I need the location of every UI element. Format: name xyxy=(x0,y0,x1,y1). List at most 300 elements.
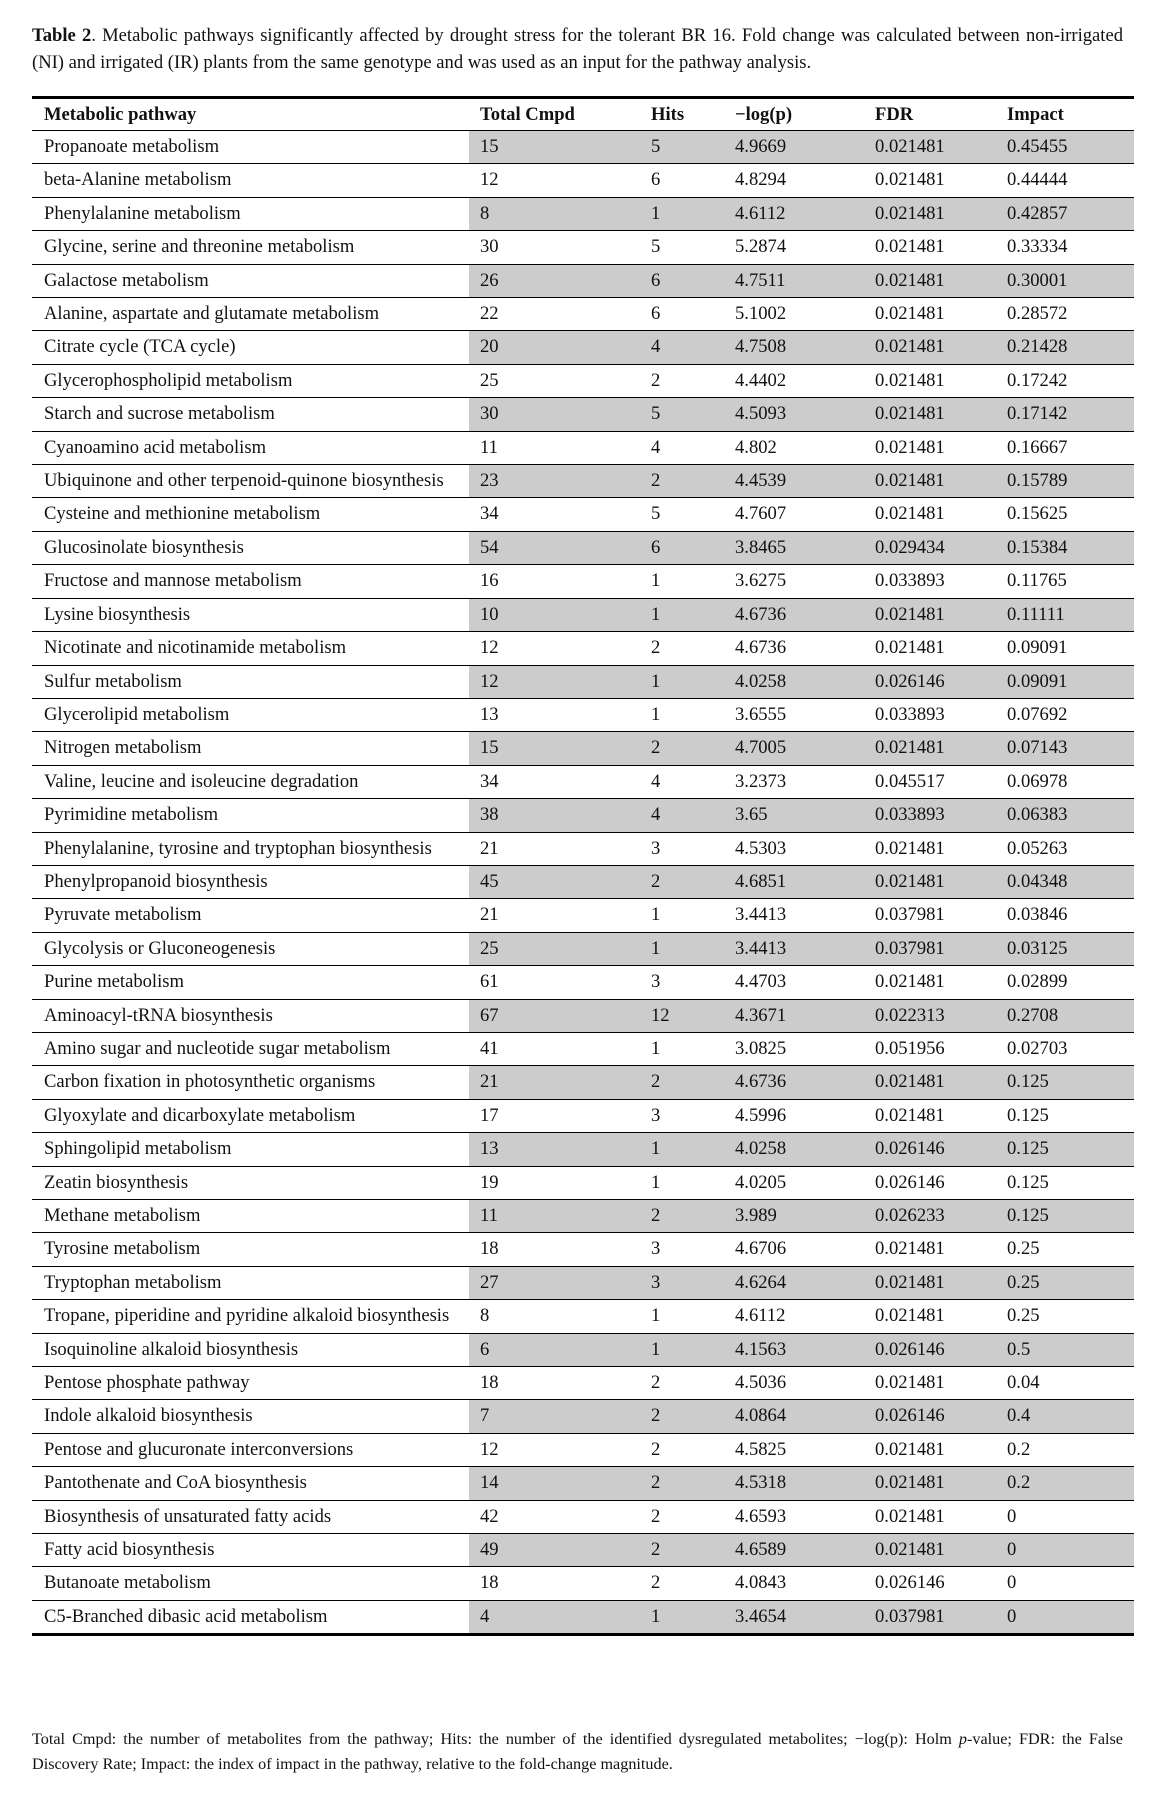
cell-fdr: 0.021481 xyxy=(875,465,1007,498)
cell-fdr: 0.033893 xyxy=(875,703,945,725)
table-row xyxy=(32,999,1134,1032)
cell-pathway: Glycerolipid metabolism xyxy=(44,703,230,725)
cell-neg-log-p: 4.7005 xyxy=(735,732,875,765)
cell-neg-log-p: 4.6736 xyxy=(735,637,787,659)
cell-total-cmpd: 34 xyxy=(480,770,499,792)
cell-total-cmpd: 21 xyxy=(480,837,499,859)
cell-pathway: Nitrogen metabolism xyxy=(44,737,202,759)
cell-hits: 1 xyxy=(651,932,735,965)
cell-fdr: 0.021481 xyxy=(875,264,1007,297)
cell-neg-log-p: 3.4654 xyxy=(735,1600,875,1634)
cell-impact: 0.15625 xyxy=(1007,503,1068,525)
cell-hits: 5 xyxy=(651,398,735,431)
cell-hits: 3 xyxy=(651,837,661,859)
cell-neg-log-p: 4.802 xyxy=(735,436,777,458)
cell-total-cmpd: 30 xyxy=(480,236,499,258)
cell-neg-log-p: 4.3671 xyxy=(735,999,875,1032)
cell-fdr: 0.021481 xyxy=(875,1266,1007,1299)
cell-pathway: Fatty acid biosynthesis xyxy=(44,1539,215,1561)
cell-hits: 5 xyxy=(651,503,661,525)
cell-hits: 2 xyxy=(651,1572,661,1594)
cell-neg-log-p: 4.6593 xyxy=(735,1505,787,1527)
cell-pathway: Pantothenate and CoA biosynthesis xyxy=(44,1472,307,1494)
table-row xyxy=(32,1433,1134,1466)
table-row xyxy=(32,264,1134,297)
cell-pathway: Glycolysis or Gluconeogenesis xyxy=(44,937,276,959)
cell-fdr: 0.021481 xyxy=(875,331,1007,364)
table-row xyxy=(32,431,1134,464)
cell-fdr: 0.033893 xyxy=(875,570,945,592)
cell-neg-log-p: 4.5825 xyxy=(735,1438,787,1460)
cell-fdr: 0.021481 xyxy=(875,837,945,859)
table-row xyxy=(32,1200,1134,1233)
cell-hits: 6 xyxy=(651,264,735,297)
cell-hits: 3 xyxy=(651,971,661,993)
cell-hits: 2 xyxy=(651,1066,735,1099)
cell-impact: 0.09091 xyxy=(1007,637,1068,659)
table-row xyxy=(32,1300,1134,1333)
cell-total-cmpd: 11 xyxy=(469,1200,651,1233)
cell-pathway: Pyrimidine metabolism xyxy=(44,804,219,826)
cell-pathway: C5-Branched dibasic acid metabolism xyxy=(44,1605,328,1627)
table-row xyxy=(32,832,1134,865)
cell-hits: 1 xyxy=(651,1305,661,1327)
table-row xyxy=(32,899,1134,932)
cell-hits: 2 xyxy=(651,1467,735,1500)
table-row xyxy=(32,1467,1134,1500)
table-row xyxy=(32,1099,1134,1132)
cell-hits: 1 xyxy=(651,1600,735,1634)
cell-impact: 0.33334 xyxy=(1007,236,1068,258)
table-row xyxy=(32,1333,1134,1366)
cell-pathway: Starch and sucrose metabolism xyxy=(44,403,275,425)
cell-total-cmpd: 34 xyxy=(480,503,499,525)
cell-hits: 2 xyxy=(651,1372,661,1394)
cell-fdr: 0.021481 xyxy=(875,732,1007,765)
cell-neg-log-p: 3.2373 xyxy=(735,770,787,792)
table-row xyxy=(32,598,1134,631)
cell-pathway: Lysine biosynthesis xyxy=(44,603,191,625)
cell-total-cmpd: 22 xyxy=(480,303,499,325)
table-row xyxy=(32,1133,1134,1166)
cell-neg-log-p: 4.6736 xyxy=(735,598,875,631)
cell-fdr: 0.026146 xyxy=(875,1400,1007,1433)
cell-fdr: 0.021481 xyxy=(875,865,1007,898)
cell-impact: 0.02703 xyxy=(1007,1037,1068,1059)
table-row xyxy=(32,1032,1134,1065)
cell-impact: 0.11111 xyxy=(1007,598,1134,631)
table-row xyxy=(32,131,1134,164)
cell-neg-log-p: 4.5303 xyxy=(735,837,787,859)
header-impact: Impact xyxy=(1007,103,1064,125)
cell-impact: 0.06383 xyxy=(1007,799,1134,832)
cell-total-cmpd: 4 xyxy=(469,1600,651,1634)
cell-fdr: 0.037981 xyxy=(875,904,945,926)
cell-impact: 0.07143 xyxy=(1007,732,1134,765)
cell-hits: 5 xyxy=(651,236,661,258)
cell-neg-log-p: 4.0258 xyxy=(735,1133,875,1166)
cell-neg-log-p: 3.65 xyxy=(735,799,875,832)
cell-hits: 5 xyxy=(651,131,735,164)
cell-hits: 6 xyxy=(651,169,661,191)
cell-pathway: Amino sugar and nucleotide sugar metabolism xyxy=(44,1037,391,1059)
cell-impact: 0.15789 xyxy=(1007,465,1134,498)
cell-pathway: Tyrosine metabolism xyxy=(44,1238,201,1260)
cell-fdr: 0.022313 xyxy=(875,999,1007,1032)
cell-impact: 0.125 xyxy=(1007,1200,1134,1233)
cell-fdr: 0.026146 xyxy=(875,1333,1007,1366)
table-row xyxy=(32,465,1134,498)
cell-impact: 0.25 xyxy=(1007,1238,1040,1260)
cell-hits: 3 xyxy=(651,1104,661,1126)
cell-total-cmpd: 13 xyxy=(480,703,499,725)
table-row xyxy=(32,1534,1134,1567)
cell-total-cmpd: 13 xyxy=(469,1133,651,1166)
cell-hits: 1 xyxy=(651,1333,735,1366)
cell-fdr: 0.021481 xyxy=(875,369,945,391)
cell-neg-log-p: 4.4402 xyxy=(735,369,787,391)
cell-total-cmpd: 21 xyxy=(469,1066,651,1099)
table-row xyxy=(32,632,1134,665)
cell-hits: 4 xyxy=(651,331,735,364)
cell-total-cmpd: 27 xyxy=(469,1266,651,1299)
cell-pathway: Sphingolipid metabolism xyxy=(44,1138,232,1160)
cell-hits: 1 xyxy=(651,570,661,592)
cell-hits: 2 xyxy=(651,732,735,765)
cell-total-cmpd: 6 xyxy=(469,1333,651,1366)
cell-pathway: Pentose phosphate pathway xyxy=(44,1372,250,1394)
cell-total-cmpd: 25 xyxy=(480,369,499,391)
cell-total-cmpd: 8 xyxy=(480,1305,490,1327)
metabolic-pathways-table xyxy=(32,96,1134,1636)
cell-fdr: 0.021481 xyxy=(875,1505,945,1527)
cell-neg-log-p: 3.4413 xyxy=(735,904,787,926)
cell-hits: 1 xyxy=(651,1171,661,1193)
footnote-text: Total Cmpd: the number of metabolites from the pathway; Hits: the number of the identified dysregulated metabolites; −log(p): Holm xyxy=(32,1730,959,1748)
table-row xyxy=(32,1400,1134,1433)
cell-neg-log-p: 4.5093 xyxy=(735,398,875,431)
cell-impact: 0.125 xyxy=(1007,1171,1049,1193)
cell-fdr: 0.021481 xyxy=(875,303,945,325)
table-footnote xyxy=(32,1727,1123,1777)
table-row xyxy=(32,1567,1134,1600)
cell-pathway: Fructose and mannose metabolism xyxy=(44,570,302,592)
cell-fdr: 0.021481 xyxy=(875,436,945,458)
cell-fdr: 0.021481 xyxy=(875,1438,945,1460)
cell-fdr: 0.021481 xyxy=(875,236,945,258)
cell-hits: 1 xyxy=(651,1133,735,1166)
table-row xyxy=(32,565,1134,598)
cell-neg-log-p: 3.989 xyxy=(735,1200,875,1233)
table-header-row xyxy=(32,98,1134,131)
cell-neg-log-p: 4.0843 xyxy=(735,1572,787,1594)
cell-impact: 0 xyxy=(1007,1572,1017,1594)
cell-fdr: 0.021481 xyxy=(875,503,945,525)
cell-hits: 1 xyxy=(651,904,661,926)
table-row xyxy=(32,1600,1134,1634)
cell-fdr: 0.021481 xyxy=(875,1467,1007,1500)
cell-neg-log-p: 3.6555 xyxy=(735,703,787,725)
cell-pathway: Aminoacyl-tRNA biosynthesis xyxy=(44,1004,273,1026)
table-row xyxy=(32,364,1134,397)
table-row xyxy=(32,1266,1134,1299)
cell-fdr: 0.051956 xyxy=(875,1037,945,1059)
cell-fdr: 0.021481 xyxy=(875,1534,1007,1567)
cell-total-cmpd: 25 xyxy=(469,932,651,965)
table-row xyxy=(32,498,1134,531)
cell-pathway: Glycine, serine and threonine metabolism xyxy=(44,236,355,258)
table-row xyxy=(32,698,1134,731)
cell-pathway: Nicotinate and nicotinamide metabolism xyxy=(44,637,347,659)
cell-pathway: Butanoate metabolism xyxy=(44,1572,211,1594)
cell-impact: 0.2 xyxy=(1007,1467,1134,1500)
cell-hits: 4 xyxy=(651,436,661,458)
cell-neg-log-p: 3.0825 xyxy=(735,1037,787,1059)
cell-fdr: 0.021481 xyxy=(875,1372,945,1394)
header-metabolic-pathway: Metabolic pathway xyxy=(44,103,197,125)
cell-fdr: 0.021481 xyxy=(875,398,1007,431)
table-row xyxy=(32,531,1134,564)
cell-hits: 1 xyxy=(651,197,735,230)
cell-hits: 4 xyxy=(651,770,661,792)
cell-fdr: 0.037981 xyxy=(875,1600,1007,1634)
cell-impact: 0 xyxy=(1007,1505,1017,1527)
cell-pathway: Tryptophan metabolism xyxy=(44,1271,222,1293)
cell-hits: 6 xyxy=(651,303,661,325)
cell-neg-log-p: 4.6851 xyxy=(735,865,875,898)
cell-pathway: Zeatin biosynthesis xyxy=(44,1171,189,1193)
cell-neg-log-p: 4.6706 xyxy=(735,1238,787,1260)
cell-total-cmpd: 12 xyxy=(469,665,651,698)
cell-pathway: Biosynthesis of unsaturated fatty acids xyxy=(44,1505,332,1527)
cell-total-cmpd: 11 xyxy=(480,436,498,458)
cell-total-cmpd: 21 xyxy=(480,904,499,926)
cell-neg-log-p: 4.6736 xyxy=(735,1066,875,1099)
cell-impact: 0.07692 xyxy=(1007,703,1068,725)
table-label: Table 2 xyxy=(32,25,92,46)
cell-impact: 0.17142 xyxy=(1007,398,1134,431)
cell-total-cmpd: 41 xyxy=(480,1037,499,1059)
cell-impact: 0.15384 xyxy=(1007,531,1134,564)
cell-neg-log-p: 4.7508 xyxy=(735,331,875,364)
caption-text: . Metabolic pathways significantly affected by drought stress for the tolerant BR 16. Fold change was calculated between non-irrigated (NI) and irrigated (IR) plants from the same genotype and was used as an input for the pathway analysis. xyxy=(32,25,1124,73)
cell-impact: 0.28572 xyxy=(1007,303,1068,325)
table-row xyxy=(32,1500,1134,1533)
cell-hits: 2 xyxy=(651,1438,661,1460)
table-row xyxy=(32,331,1134,364)
cell-total-cmpd: 7 xyxy=(469,1400,651,1433)
cell-hits: 12 xyxy=(651,999,735,1032)
cell-impact: 0.17242 xyxy=(1007,369,1068,391)
header-fdr: FDR xyxy=(875,103,914,125)
cell-total-cmpd: 19 xyxy=(480,1171,499,1193)
cell-impact: 0.02899 xyxy=(1007,971,1068,993)
cell-pathway: Glucosinolate biosynthesis xyxy=(44,536,244,558)
footnote-italic-p: p xyxy=(958,1730,967,1748)
cell-neg-log-p: 4.0205 xyxy=(735,1171,787,1193)
cell-impact: 0.04 xyxy=(1007,1372,1040,1394)
cell-fdr: 0.021481 xyxy=(875,197,1007,230)
cell-total-cmpd: 10 xyxy=(469,598,651,631)
cell-fdr: 0.021481 xyxy=(875,1238,945,1260)
cell-fdr: 0.021481 xyxy=(875,1305,945,1327)
cell-pathway: Alanine, aspartate and glutamate metabolism xyxy=(44,303,380,325)
cell-pathway: Carbon fixation in photosynthetic organisms xyxy=(44,1071,376,1093)
cell-neg-log-p: 4.0864 xyxy=(735,1400,875,1433)
cell-total-cmpd: 15 xyxy=(469,131,651,164)
cell-neg-log-p: 4.7607 xyxy=(735,503,787,525)
table-row xyxy=(32,398,1134,431)
cell-neg-log-p: 4.5996 xyxy=(735,1104,787,1126)
table-row xyxy=(32,1166,1134,1199)
cell-hits: 2 xyxy=(651,465,735,498)
cell-impact: 0.09091 xyxy=(1007,665,1134,698)
cell-hits: 6 xyxy=(651,531,735,564)
cell-total-cmpd: 38 xyxy=(469,799,651,832)
cell-impact: 0.125 xyxy=(1007,1066,1134,1099)
cell-pathway: Galactose metabolism xyxy=(44,269,209,291)
cell-hits: 3 xyxy=(651,1266,735,1299)
cell-impact: 0.2 xyxy=(1007,1438,1031,1460)
cell-total-cmpd: 61 xyxy=(480,971,499,993)
cell-neg-log-p: 3.8465 xyxy=(735,531,875,564)
cell-pathway: Pentose and glucuronate interconversions xyxy=(44,1438,354,1460)
table-row xyxy=(32,197,1134,230)
cell-impact: 0.16667 xyxy=(1007,436,1068,458)
cell-pathway: Phenylalanine metabolism xyxy=(44,202,241,224)
cell-hits: 1 xyxy=(651,665,735,698)
cell-pathway: Valine, leucine and isoleucine degradation xyxy=(44,770,359,792)
cell-fdr: 0.033893 xyxy=(875,799,1007,832)
cell-fdr: 0.021481 xyxy=(875,131,1007,164)
cell-impact: 0.45455 xyxy=(1007,131,1134,164)
table-row xyxy=(32,665,1134,698)
table-row xyxy=(32,298,1134,331)
cell-fdr: 0.021481 xyxy=(875,169,945,191)
cell-pathway: Citrate cycle (TCA cycle) xyxy=(44,336,236,358)
cell-fdr: 0.026146 xyxy=(875,1171,945,1193)
cell-impact: 0.125 xyxy=(1007,1104,1049,1126)
cell-neg-log-p: 4.5318 xyxy=(735,1467,875,1500)
cell-impact: 0.11765 xyxy=(1007,570,1067,592)
cell-total-cmpd: 23 xyxy=(469,465,651,498)
cell-hits: 2 xyxy=(651,1400,735,1433)
cell-fdr: 0.029434 xyxy=(875,531,1007,564)
cell-fdr: 0.045517 xyxy=(875,770,945,792)
cell-impact: 0.44444 xyxy=(1007,169,1068,191)
cell-total-cmpd: 12 xyxy=(480,1438,499,1460)
cell-total-cmpd: 45 xyxy=(469,865,651,898)
table-row xyxy=(32,966,1134,999)
cell-neg-log-p: 3.4413 xyxy=(735,932,875,965)
cell-neg-log-p: 4.6112 xyxy=(735,1305,786,1327)
table-row xyxy=(32,765,1134,798)
header-total-cmpd: Total Cmpd xyxy=(480,103,575,125)
cell-pathway: Indole alkaloid biosynthesis xyxy=(44,1405,253,1427)
cell-impact: 0.03846 xyxy=(1007,904,1068,926)
cell-total-cmpd: 20 xyxy=(469,331,651,364)
cell-total-cmpd: 30 xyxy=(469,398,651,431)
cell-hits: 1 xyxy=(651,598,735,631)
cell-fdr: 0.021481 xyxy=(875,1104,945,1126)
cell-impact: 0.30001 xyxy=(1007,264,1134,297)
table-row xyxy=(32,1233,1134,1266)
cell-fdr: 0.026146 xyxy=(875,1572,945,1594)
cell-pathway: beta-Alanine metabolism xyxy=(44,169,232,191)
cell-pathway: Glyoxylate and dicarboxylate metabolism xyxy=(44,1104,356,1126)
cell-fdr: 0.026146 xyxy=(875,665,1007,698)
cell-neg-log-p: 4.0258 xyxy=(735,665,875,698)
cell-neg-log-p: 4.4539 xyxy=(735,465,875,498)
cell-impact: 0.03125 xyxy=(1007,932,1134,965)
cell-neg-log-p: 4.6264 xyxy=(735,1266,875,1299)
cell-neg-log-p: 4.4703 xyxy=(735,971,787,993)
cell-pathway: Ubiquinone and other terpenoid-quinone biosynthesis xyxy=(44,470,444,492)
cell-hits: 4 xyxy=(651,799,735,832)
table-row xyxy=(32,932,1134,965)
cell-hits: 1 xyxy=(651,703,661,725)
cell-impact: 0 xyxy=(1007,1534,1134,1567)
cell-hits: 2 xyxy=(651,1505,661,1527)
cell-neg-log-p: 3.6275 xyxy=(735,570,787,592)
cell-total-cmpd: 18 xyxy=(480,1238,499,1260)
cell-total-cmpd: 12 xyxy=(480,637,499,659)
table-row xyxy=(32,231,1134,264)
cell-pathway: Purine metabolism xyxy=(44,971,184,993)
footnote-text-continued: -value; FDR: the False Discovery Rate; Impact: the index of impact in the pathway, relative to the fold-change magnitude. xyxy=(32,1730,1123,1773)
cell-pathway: Tropane, piperidine and pyridine alkaloid biosynthesis xyxy=(44,1305,450,1327)
cell-impact: 0.42857 xyxy=(1007,197,1134,230)
cell-impact: 0.25 xyxy=(1007,1266,1134,1299)
cell-impact: 0.05263 xyxy=(1007,837,1068,859)
cell-impact: 0.4 xyxy=(1007,1400,1134,1433)
cell-pathway: Sulfur metabolism xyxy=(44,670,182,692)
cell-total-cmpd: 12 xyxy=(480,169,499,191)
cell-impact: 0.25 xyxy=(1007,1305,1040,1327)
cell-hits: 2 xyxy=(651,369,661,391)
cell-neg-log-p: 4.5036 xyxy=(735,1372,787,1394)
cell-hits: 1 xyxy=(651,1037,661,1059)
cell-pathway: Propanoate metabolism xyxy=(44,136,220,157)
header-hits: Hits xyxy=(651,103,685,125)
cell-total-cmpd: 54 xyxy=(469,531,651,564)
table-row xyxy=(32,1066,1134,1099)
cell-neg-log-p: 4.8294 xyxy=(735,169,787,191)
cell-neg-log-p: 4.9669 xyxy=(735,131,875,164)
table-body xyxy=(32,131,1134,1635)
cell-total-cmpd: 15 xyxy=(469,732,651,765)
table-row xyxy=(32,799,1134,832)
table-row xyxy=(32,865,1134,898)
cell-fdr: 0.037981 xyxy=(875,932,1007,965)
cell-pathway: Glycerophospholipid metabolism xyxy=(44,369,293,391)
cell-total-cmpd: 14 xyxy=(469,1467,651,1500)
cell-total-cmpd: 49 xyxy=(469,1534,651,1567)
header-neg-log-p: −log(p) xyxy=(735,103,793,125)
cell-impact: 0.21428 xyxy=(1007,331,1134,364)
cell-hits: 2 xyxy=(651,1200,735,1233)
cell-pathway: Isoquinoline alkaloid biosynthesis xyxy=(44,1338,299,1360)
cell-pathway: Phenylalanine, tyrosine and tryptophan biosynthesis xyxy=(44,837,432,859)
cell-total-cmpd: 18 xyxy=(480,1572,499,1594)
cell-pathway: Cyanoamino acid metabolism xyxy=(44,436,267,458)
cell-impact: 0.04348 xyxy=(1007,865,1134,898)
cell-hits: 2 xyxy=(651,1534,735,1567)
cell-fdr: 0.021481 xyxy=(875,598,1007,631)
cell-pathway: Phenylpropanoid biosynthesis xyxy=(44,870,268,892)
cell-hits: 2 xyxy=(651,865,735,898)
cell-pathway: Methane metabolism xyxy=(44,1205,201,1226)
